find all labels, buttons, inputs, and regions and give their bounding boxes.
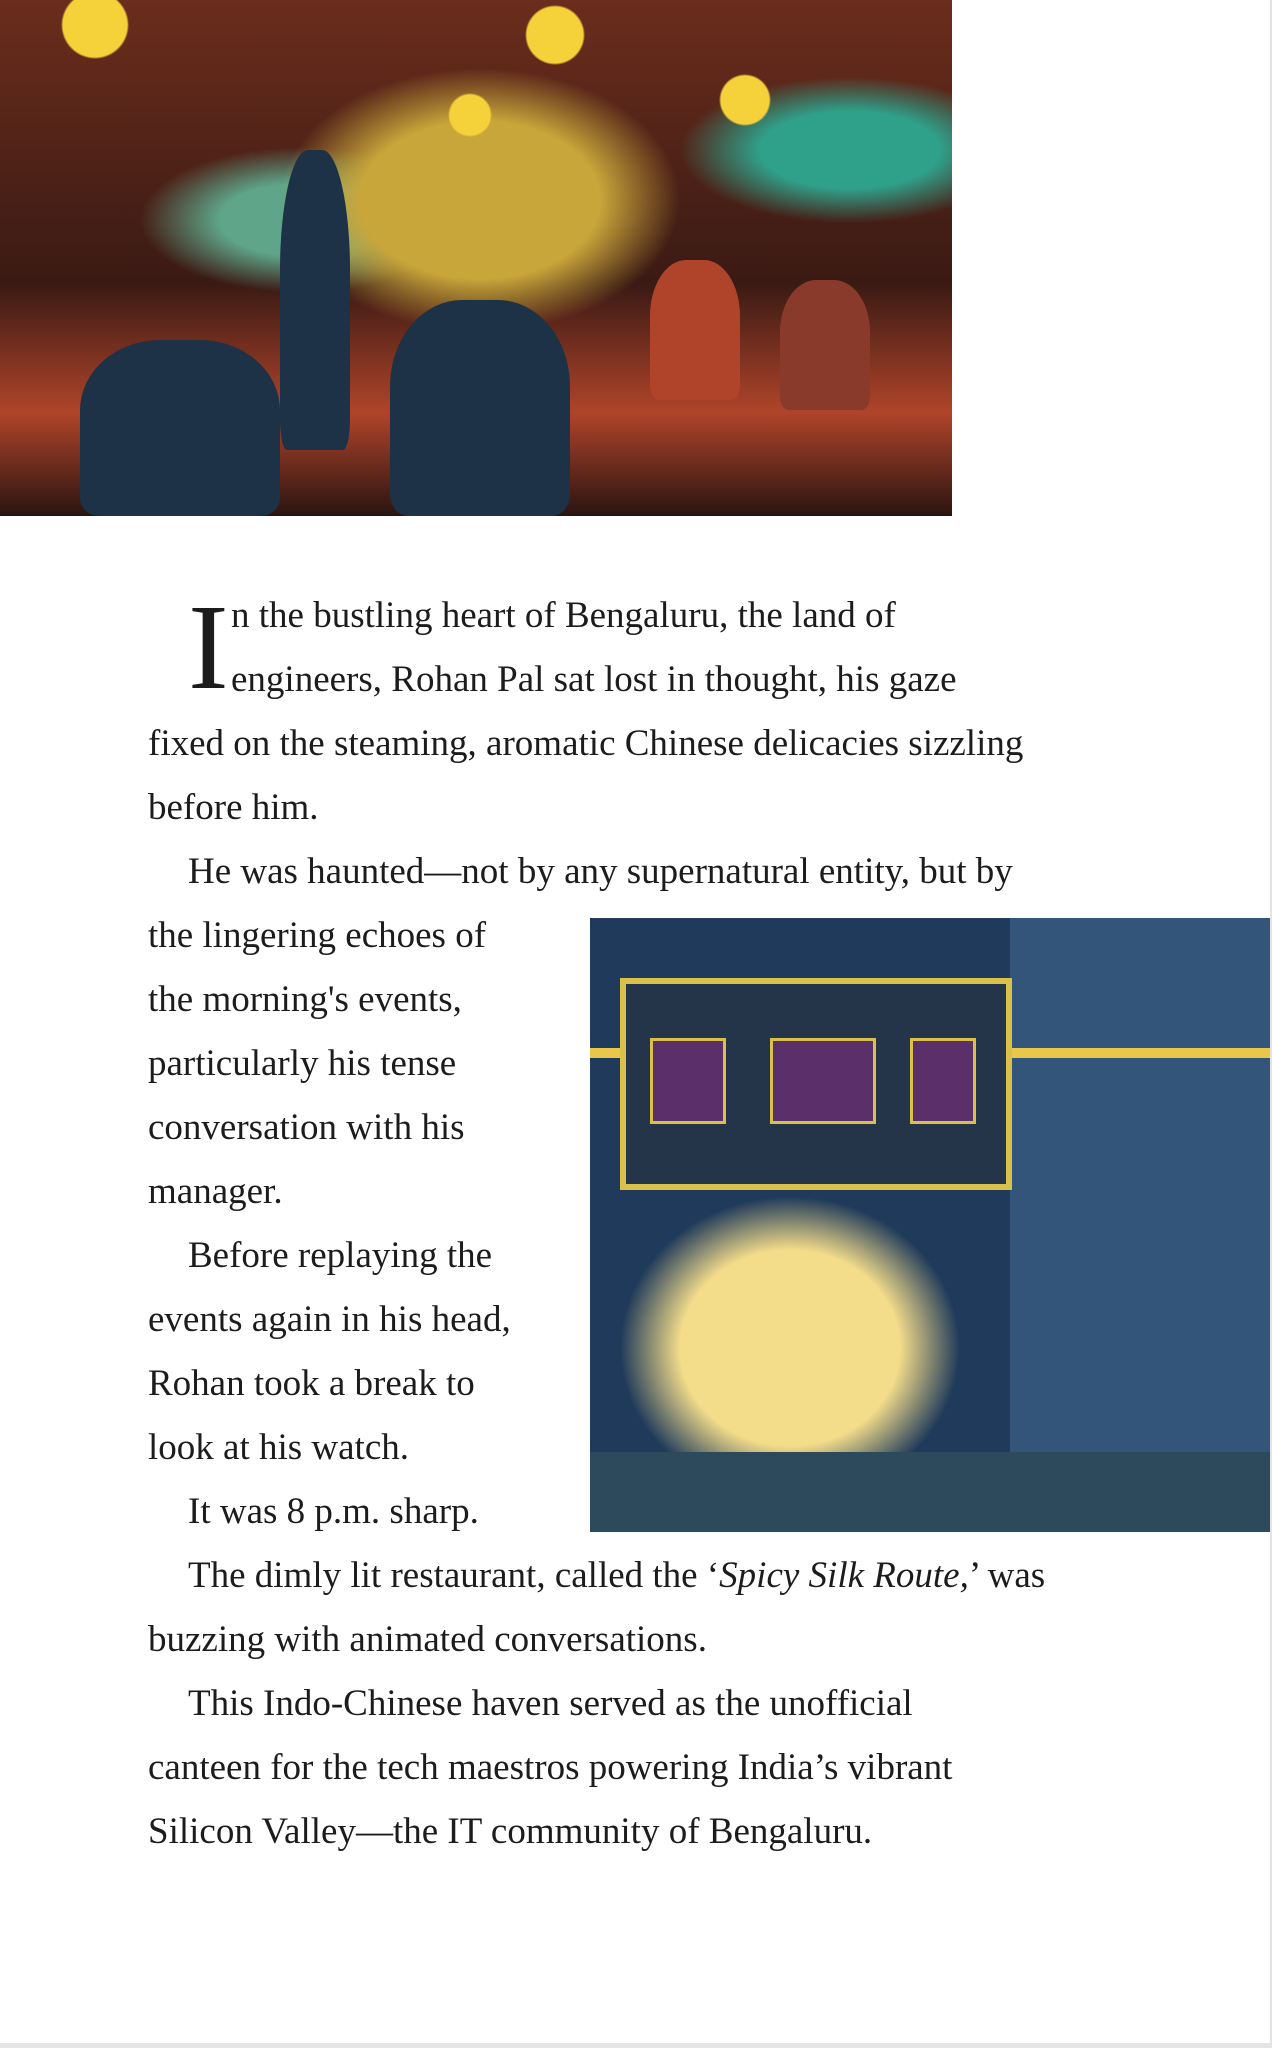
- figure-silhouette: [80, 340, 280, 516]
- text-line: the lingering echoes of: [148, 915, 487, 956]
- text-line: manager.: [148, 1171, 283, 1212]
- drop-cap: I: [188, 580, 229, 715]
- text-line: particularly his tense: [148, 1043, 457, 1084]
- window: [770, 1038, 876, 1124]
- figure-silhouette: [780, 280, 870, 410]
- text-line: before him.: [148, 787, 319, 828]
- text-segment: ’ was: [968, 1555, 1046, 1596]
- text-segment: The dimly lit restaurant, called the ‘: [188, 1555, 720, 1596]
- text-line: n the bustling heart of Bengaluru, the land of: [231, 595, 896, 636]
- text-line: look at his watch.: [148, 1427, 410, 1468]
- text-line: Silicon Valley—the IT community of Bengaluru.: [148, 1811, 873, 1852]
- text-line: He was haunted—not by any supernatural entity, but by: [188, 851, 1013, 892]
- window: [650, 1038, 726, 1124]
- restaurant-name: Spicy Silk Route,: [719, 1555, 969, 1596]
- text-line: Rohan took a break to: [148, 1363, 475, 1404]
- text-line: This Indo-Chinese haven served as the unofficial: [188, 1683, 913, 1724]
- restaurant-street-image: [590, 918, 1272, 1532]
- figure-silhouette: [650, 260, 740, 400]
- street: [590, 1452, 1272, 1532]
- text-line: conversation with his: [148, 1107, 465, 1148]
- text-line: events again in his head,: [148, 1299, 511, 1340]
- figure-silhouette: [280, 150, 350, 450]
- text-line: buzzing with animated conversations.: [148, 1619, 707, 1660]
- text-line: Before replaying the: [188, 1235, 493, 1276]
- restaurant-interior-image: [0, 0, 952, 516]
- figure-silhouette: [390, 300, 570, 516]
- text-line: engineers, Rohan Pal sat lost in thought, his gaze: [231, 659, 957, 700]
- text-line: [188, 1544, 1045, 1608]
- text-line: fixed on the steaming, aromatic Chinese delicacies sizzling: [148, 723, 1024, 764]
- window: [910, 1038, 976, 1124]
- text-line: the morning's events,: [148, 979, 462, 1020]
- text-line: canteen for the tech maestros powering India’s vibrant: [148, 1747, 953, 1788]
- page-edge: [0, 2043, 1272, 2048]
- text-line: It was 8 p.m. sharp.: [188, 1491, 479, 1532]
